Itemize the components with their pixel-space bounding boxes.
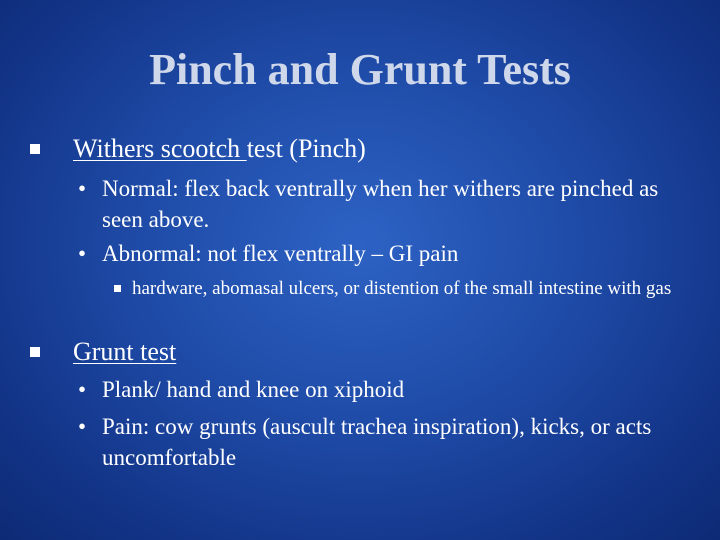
- square-bullet-icon: [30, 144, 40, 154]
- sub-bullet-text: Plank/ hand and knee on xiphoid: [102, 377, 405, 402]
- bullet-text: [73, 133, 366, 165]
- dot-bullet-icon: •: [78, 176, 87, 201]
- square-bullet-icon: [114, 285, 121, 292]
- sub-bullet-text: Pain: cow grunts (auscult trachea inspiration), kicks, or acts uncomfortable: [102, 414, 652, 470]
- square-bullet-icon: [30, 347, 40, 357]
- underlined-term: Grunt test: [73, 337, 177, 366]
- bullet-text: [73, 336, 176, 368]
- dot-bullet-icon: •: [78, 241, 87, 266]
- sub-bullet-text: Abnormal: not flex ventrally – GI pain: [102, 241, 459, 266]
- sub-sub-bullet-text: hardware, abomasal ulcers, or distention of the small intestine with gas: [132, 278, 672, 299]
- term-rest: test (Pinch): [246, 134, 366, 163]
- dot-bullet-icon: •: [78, 414, 87, 439]
- underlined-term: Withers scootch: [73, 134, 247, 163]
- dot-bullet-icon: •: [78, 377, 87, 402]
- sub-bullet-text: Normal: flex back ventrally when her withers are pinched as seen above.: [102, 176, 659, 232]
- slide-title: Pinch and Grunt Tests: [149, 45, 571, 94]
